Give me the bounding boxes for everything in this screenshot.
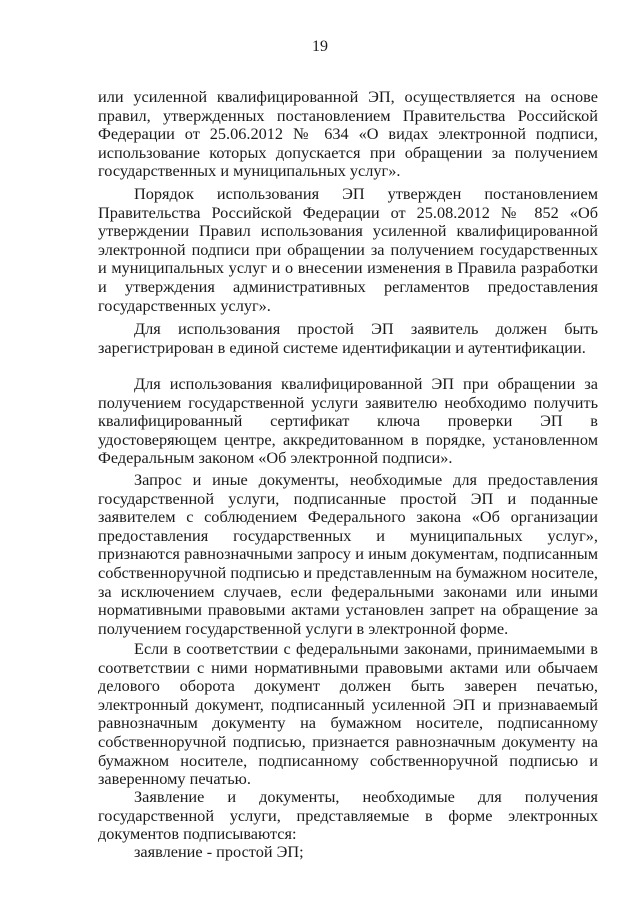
paragraph-6: Если в соответствии с федеральными законами, принимаемыми в соответствии с ними нормативными правовыми актами или обычаем делового оборота документ должен быть заверен печатью, электронный документ, подписанный усиленной ЭП и признаваемый равнозначным документу на бумажном носителе, подписанному собственноручной подписью, признается равнозначным документу на бумажном носителе, подписанному собственноручной подписью и заверенному печатью. bbox=[98, 639, 598, 789]
paragraph-1: или усиленной квалифицированной ЭП, осуществляется на основе правил, утвержденных постановлением Правительства Российской Федерации от 25.06.2012 № 634 «О видах электронной подписи, использование которых допускается при обращении за получением государственных и муниципальных услуг». bbox=[98, 87, 598, 181]
paragraph-7: Заявление и документы, необходимые для получения государственной услуги, представляемые в форме электронных документов подписываются: bbox=[98, 787, 598, 844]
page-number: 19 bbox=[312, 38, 328, 55]
paragraph-2: Порядок использования ЭП утвержден постановлением Правительства Российской Федерации от 25.08.2012 № 852 «Об утверждении Правил использования усиленной квалифицированной электронной подписи при обращении за получением государственных и муниципальных услуг и о внесении изменения в Правила разработки и утверждения административных регламентов предоставления государственных услуг». bbox=[98, 184, 598, 315]
paragraph-5: Запрос и иные документы, необходимые для предоставления государственной услуги, подписанные простой ЭП и поданные заявителем с соблюдением Федерального закона «Об организации предоставления государственных и муниципальных услуг», признаются равнозначными запросу и иным документам, подписанным собственноручной подписью и представленным на бумажном носителе, за исключением случаев, если федеральными законами или иными нормативными правовыми актами установлен запрет на обращение за получением государственной услуги в электронной форме. bbox=[98, 470, 598, 638]
paragraph-3: Для использования простой ЭП заявитель должен быть зарегистрирован в единой системе идентификации и аутентификации. bbox=[98, 319, 598, 357]
paragraph-8: заявление - простой ЭП; bbox=[134, 842, 304, 861]
paragraph-4: Для использования квалифицированной ЭП при обращении за получением государственной услуги заявителю необходимо получить квалифицированный сертификат ключа проверки ЭП в удостоверяющем центре, аккредитованном в порядке, установленном Федеральным законом «Об электронной подписи». bbox=[98, 374, 598, 468]
